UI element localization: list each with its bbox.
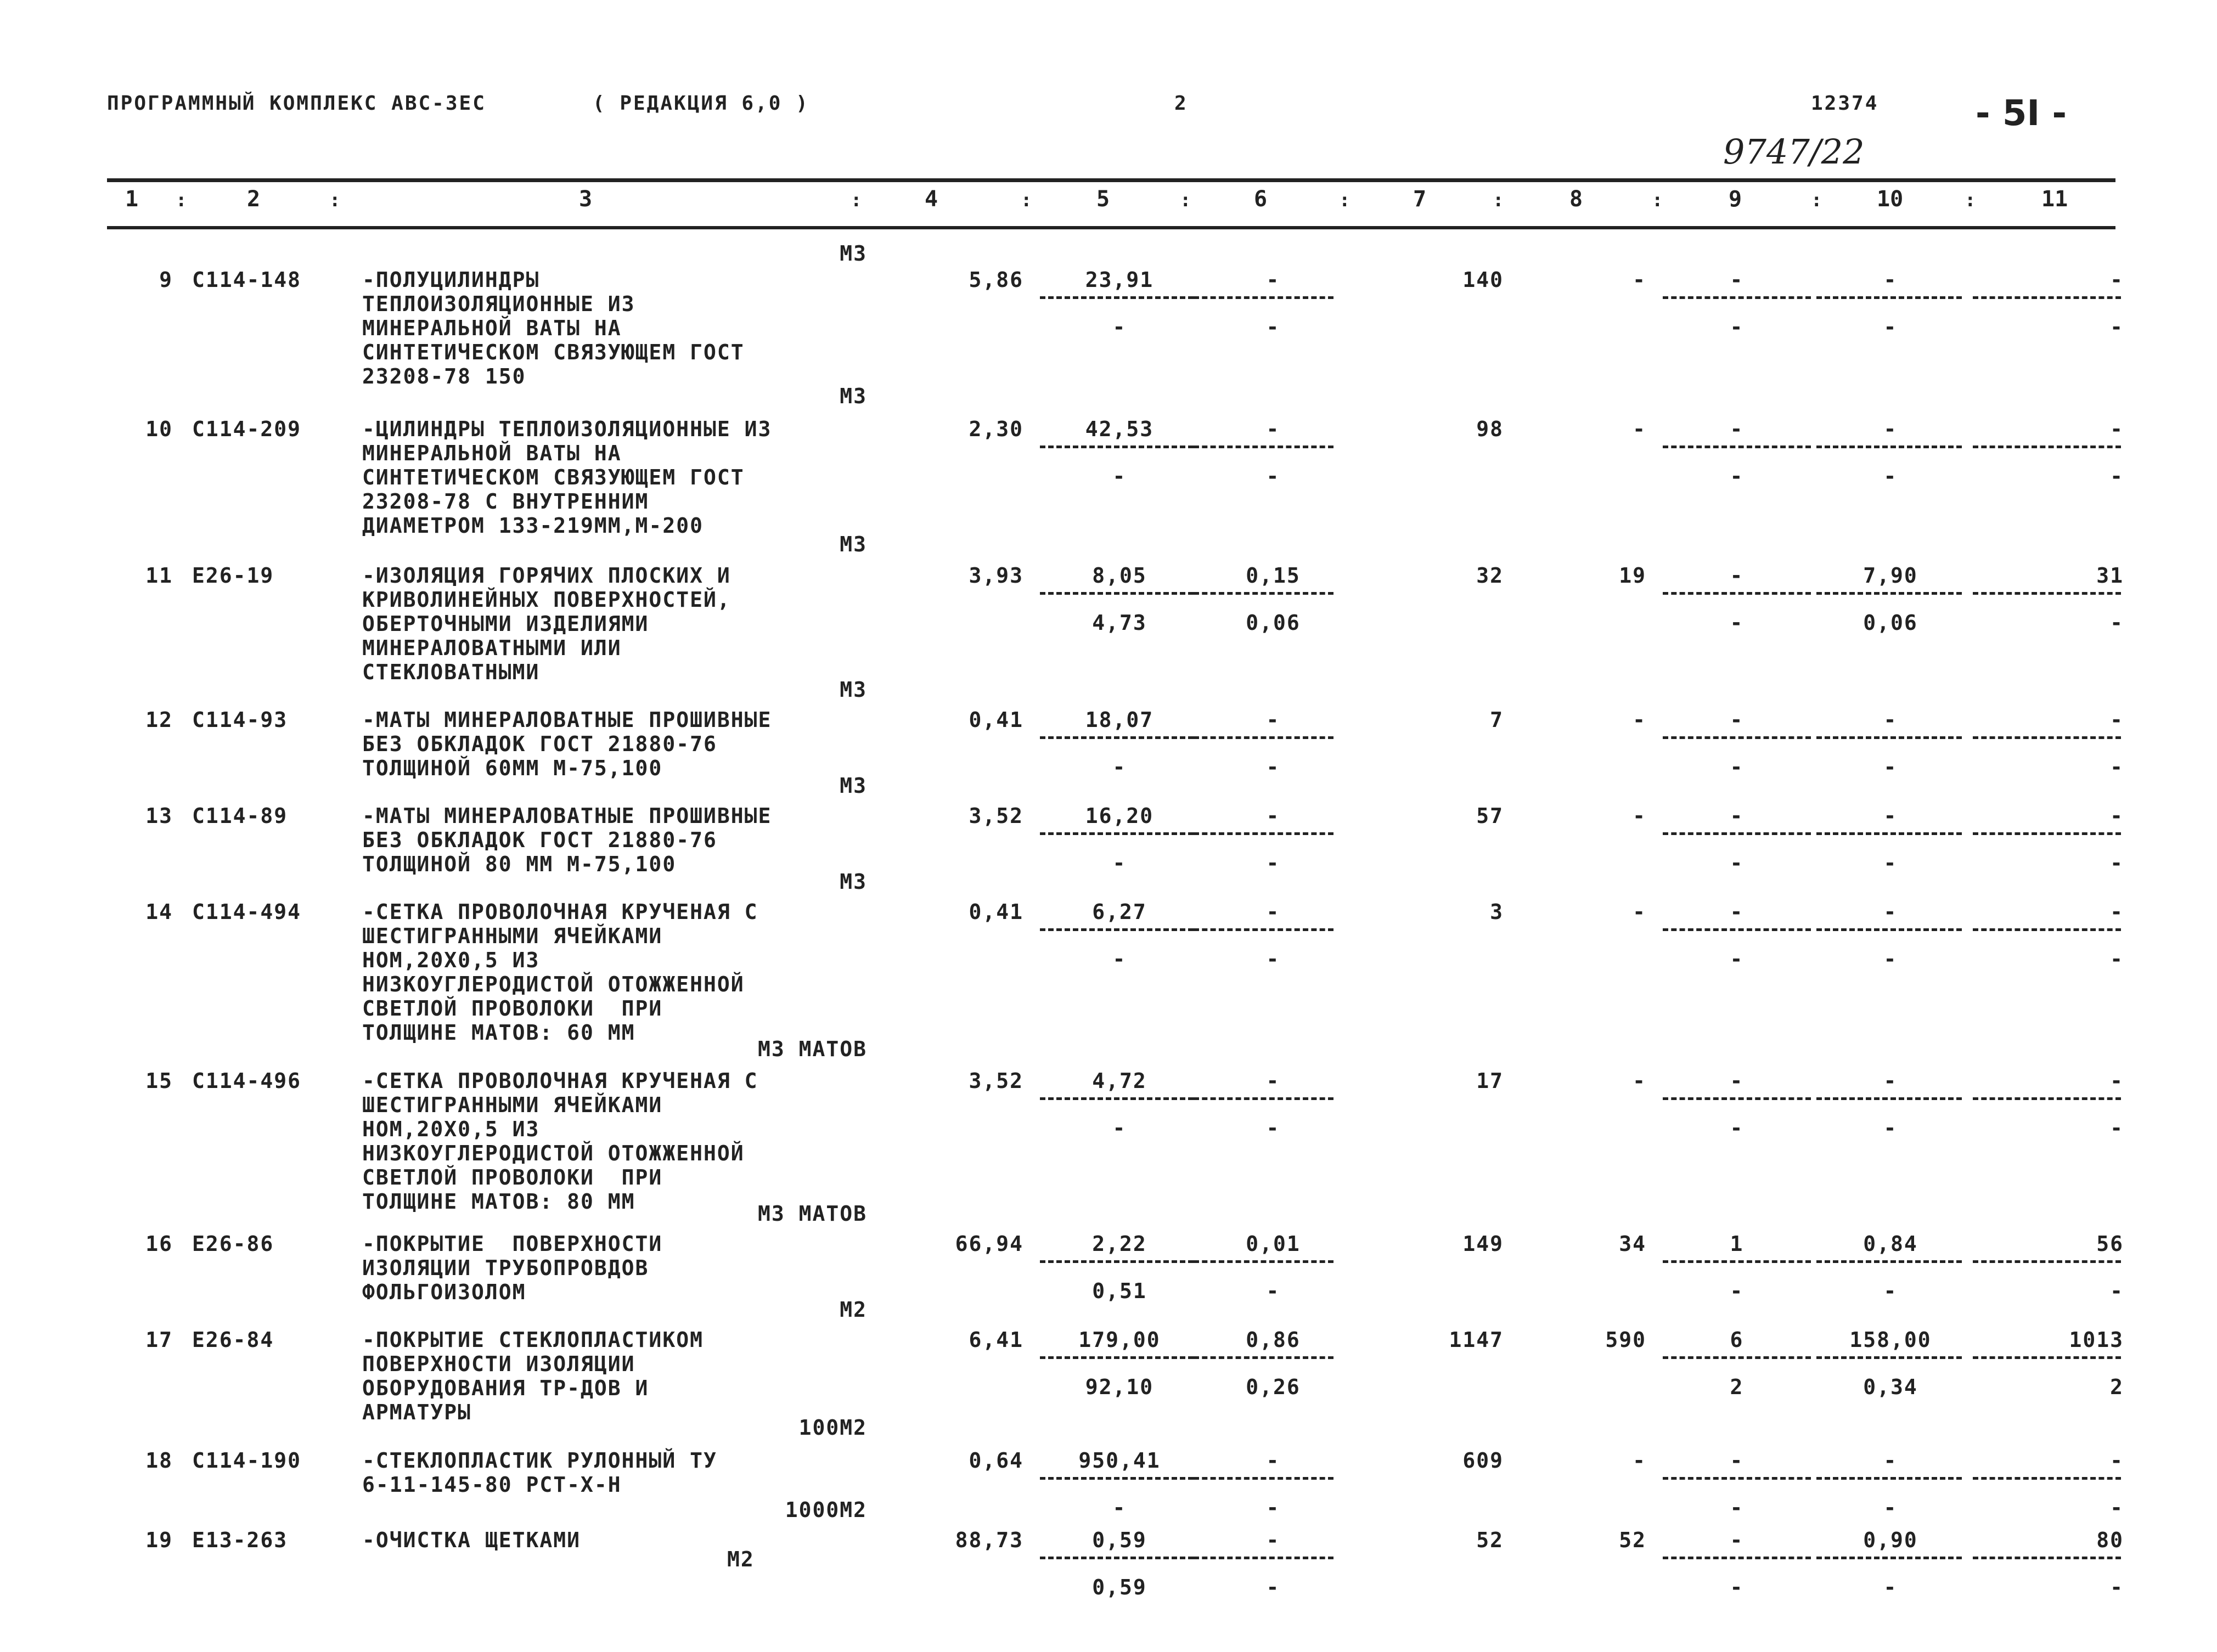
cell-col-6-lower: - (1266, 1116, 1280, 1140)
cell-col-6-lower: - (1266, 315, 1280, 339)
row-number: 18 (145, 1448, 173, 1473)
table-row (0, 1298, 2217, 1437)
row-number: 11 (145, 563, 173, 588)
fraction-line (1816, 296, 1962, 299)
cell-col-6: - (1266, 268, 1280, 292)
cell-col-10-lower: - (1883, 1496, 1898, 1520)
cell-col-6-lower: - (1266, 755, 1280, 779)
resource-description: -СТЕКЛОПЛАСТИК РУЛОННЫЙ ТУ 6-11-145-80 РСТ-Х-Н (362, 1448, 717, 1497)
col-header-7: 7 (1413, 187, 1427, 212)
cell-col-6: - (1266, 1448, 1280, 1473)
cell-col-10-lower: - (1883, 315, 1898, 339)
document-number: 12374 (1811, 92, 1879, 115)
cell-col-5: 2,22 (1092, 1232, 1147, 1256)
cell-col-4: 88,73 (955, 1528, 1023, 1552)
table-row (0, 1498, 2217, 1638)
cell-col-8: - (1633, 804, 1646, 828)
cell-col-5-lower: - (1112, 315, 1127, 339)
cell-col-11-lower: - (2110, 947, 2124, 971)
cell-col-4: 0,41 (969, 900, 1023, 924)
cell-col-11: - (2110, 1069, 2124, 1093)
col-separator: : (1021, 189, 1032, 211)
cell-col-8: 52 (1619, 1528, 1646, 1552)
cell-col-7: 7 (1490, 708, 1504, 732)
fraction-line (1040, 1557, 1194, 1559)
cell-col-6-lower: - (1266, 464, 1280, 488)
cell-col-9-lower: 2 (1730, 1375, 1744, 1399)
edition-label: ( РЕДАКЦИЯ 6,0 ) (593, 92, 809, 115)
fraction-line (1973, 1356, 2121, 1359)
cell-col-8: 34 (1619, 1232, 1646, 1256)
cell-col-8: - (1633, 1069, 1646, 1093)
cell-col-10: - (1883, 708, 1898, 732)
cell-col-5: 23,91 (1085, 268, 1154, 292)
cell-col-5-lower: 4,73 (1092, 611, 1147, 635)
cell-col-10-lower: - (1883, 755, 1898, 779)
fraction-line (1663, 296, 1811, 299)
table-row (0, 1037, 2217, 1214)
resource-code: С114-494 (192, 900, 302, 924)
cell-col-10: - (1883, 417, 1898, 441)
cell-col-9: - (1730, 417, 1744, 441)
fraction-line (1040, 296, 1194, 299)
handwritten-note: 9747/22 (1723, 132, 1865, 172)
resource-code: С114-148 (192, 268, 302, 292)
fraction-line (1973, 592, 2121, 595)
cell-col-11-lower: - (2110, 611, 2124, 635)
fraction-line (1663, 592, 1811, 595)
fraction-line (1040, 832, 1194, 835)
cell-col-10-lower: - (1883, 464, 1898, 488)
cell-col-7: 17 (1476, 1069, 1504, 1093)
cell-col-6-lower: - (1266, 1575, 1280, 1599)
cell-col-5: 42,53 (1085, 417, 1154, 441)
cell-col-5-lower: - (1112, 755, 1127, 779)
col-separator: : (329, 189, 341, 211)
cell-col-10-lower: - (1883, 1279, 1898, 1303)
fraction-line (1816, 446, 1962, 448)
fraction-line (1816, 1097, 1962, 1100)
cell-col-11: - (2110, 268, 2124, 292)
cell-col-4: 0,64 (969, 1448, 1023, 1473)
cell-col-11: - (2110, 804, 2124, 828)
cell-col-4: 3,52 (969, 804, 1023, 828)
unit-label: М3 (840, 678, 867, 702)
cell-col-6: 0,01 (1246, 1232, 1301, 1256)
cell-col-9: - (1730, 900, 1744, 924)
cell-col-8: - (1633, 268, 1646, 292)
fraction-line (1973, 928, 2121, 931)
cell-col-7: 32 (1476, 563, 1504, 588)
cell-col-10: 7,90 (1863, 563, 1918, 588)
cell-col-5: 18,07 (1085, 708, 1154, 732)
cell-col-8: - (1633, 708, 1646, 732)
cell-col-5: 0,59 (1092, 1528, 1147, 1552)
cell-col-6-lower: - (1266, 1496, 1280, 1520)
cell-col-6: - (1266, 804, 1280, 828)
cell-col-11: 1013 (2069, 1328, 2124, 1352)
fraction-line (1973, 1260, 2121, 1263)
fraction-line (1816, 1356, 1962, 1359)
table-row (0, 774, 2217, 914)
cell-col-9-lower: - (1730, 947, 1744, 971)
inner-page-number: 2 (1174, 92, 1188, 115)
resource-description: -МАТЫ МИНЕРАЛОВАТНЫЕ ПРОШИВНЫЕ БЕЗ ОБКЛАДОК ГОСТ 21880-76 ТОЛЩИНОЙ 80 ММ М-75,100 (362, 804, 772, 876)
cell-col-10-lower: - (1883, 1575, 1898, 1599)
cell-col-7: 140 (1462, 268, 1504, 292)
col-header-11: 11 (2041, 187, 2068, 212)
unit-label: М3 МАТОВ (757, 1037, 867, 1061)
fraction-line (1816, 1557, 1962, 1559)
table-row (0, 870, 2217, 1045)
cell-col-4: 6,41 (969, 1328, 1023, 1352)
fraction-line (1816, 1260, 1962, 1263)
cell-col-9-lower: - (1730, 315, 1744, 339)
cell-col-7: 609 (1462, 1448, 1504, 1473)
fraction-line (1040, 928, 1194, 931)
col-separator: : (1652, 189, 1663, 211)
fraction-line (1194, 1557, 1333, 1559)
cell-col-7: 57 (1476, 804, 1504, 828)
resource-description: -ПОКРЫТИЕ ПОВЕРХНОСТИ ИЗОЛЯЦИИ ТРУБОПРОВДОВ ФОЛЬГОИЗОЛОМ (362, 1232, 663, 1304)
col-header-8: 8 (1569, 187, 1583, 212)
cell-col-11: 56 (2096, 1232, 2124, 1256)
fraction-line (1663, 1260, 1811, 1263)
row-number: 19 (145, 1528, 173, 1552)
fraction-line (1973, 736, 2121, 739)
unit-label: 1000М2 (785, 1498, 867, 1522)
cell-col-11-lower: - (2110, 851, 2124, 875)
row-number: 12 (145, 708, 173, 732)
fraction-line (1194, 1477, 1333, 1480)
cell-col-10: - (1883, 268, 1898, 292)
cell-col-5: 4,72 (1092, 1069, 1147, 1093)
col-header-5: 5 (1096, 187, 1110, 212)
cell-col-9-lower: - (1730, 1496, 1744, 1520)
cell-col-8: 19 (1619, 563, 1646, 588)
cell-col-10-lower: 0,34 (1863, 1375, 1918, 1399)
col-header-6: 6 (1254, 187, 1268, 212)
table-row (0, 1202, 2217, 1341)
fraction-line (1663, 928, 1811, 931)
resource-description: -МАТЫ МИНЕРАЛОВАТНЫЕ ПРОШИВНЫЕ БЕЗ ОБКЛАДОК ГОСТ 21880-76 ТОЛЩИНОЙ 60ММ М-75,100 (362, 708, 772, 780)
cell-col-10: - (1883, 804, 1898, 828)
cell-col-5-lower: - (1112, 1116, 1127, 1140)
row-number: 15 (145, 1069, 173, 1093)
cell-col-5-lower: 0,59 (1092, 1575, 1147, 1599)
fraction-line (1663, 832, 1811, 835)
cell-col-10: 158,00 (1849, 1328, 1932, 1352)
col-header-10: 10 (1877, 187, 1904, 212)
fraction-line (1816, 1477, 1962, 1480)
fraction-line (1973, 296, 2121, 299)
fraction-line (1040, 1097, 1194, 1100)
cell-col-11: - (2110, 900, 2124, 924)
cell-col-9: - (1730, 804, 1744, 828)
cell-col-9: 6 (1730, 1328, 1744, 1352)
unit-label: М3 (840, 532, 867, 556)
cell-col-9: - (1730, 1448, 1744, 1473)
fraction-line (1973, 1097, 2121, 1100)
fraction-line (1663, 1097, 1811, 1100)
cell-col-11-lower: - (2110, 1496, 2124, 1520)
cell-col-9: - (1730, 268, 1744, 292)
resource-description: -СЕТКА ПРОВОЛОЧНАЯ КРУЧЕНАЯ С ШЕСТИГРАННЫМИ ЯЧЕЙКАМИ НОМ,20Х0,5 ИЗ НИЗКОУГЛЕРОДИСТОЙ ОТОЖЖЕННОЙ СВЕТЛОЙ ПРОВОЛОКИ ПРИ ТОЛЩИНЕ МАТОВ: 80 ММ (362, 1069, 758, 1214)
col-separator: : (176, 189, 187, 211)
unit-label: М3 МАТОВ (757, 1202, 867, 1226)
unit-label: М3 (840, 870, 867, 894)
cell-col-9-lower: - (1730, 464, 1744, 488)
unit-label: М2 (840, 1298, 867, 1322)
fraction-line (1194, 446, 1333, 448)
cell-col-6-lower: 0,26 (1246, 1375, 1301, 1399)
cell-col-4: 66,94 (955, 1232, 1023, 1256)
fraction-line (1973, 1557, 2121, 1559)
cell-col-10-lower: 0,06 (1863, 611, 1918, 635)
cell-col-5-lower: - (1112, 1496, 1127, 1520)
cell-col-5: 179,00 (1078, 1328, 1161, 1352)
cell-col-11-lower: - (2110, 1575, 2124, 1599)
fraction-line (1194, 592, 1333, 595)
cell-col-9-lower: - (1730, 611, 1744, 635)
cell-col-11: - (2110, 417, 2124, 441)
fraction-line (1816, 592, 1962, 595)
cell-col-7: 3 (1490, 900, 1504, 924)
program-title: ПРОГРАММНЫЙ КОМПЛЕКС АВС-ЗЕС (107, 92, 486, 115)
row-number: 9 (159, 268, 173, 292)
fraction-line (1194, 1356, 1333, 1359)
cell-col-11-lower: - (2110, 315, 2124, 339)
fraction-line (1816, 928, 1962, 931)
table-row (0, 384, 2217, 538)
cell-col-11-lower: 2 (2110, 1375, 2124, 1399)
cell-col-4: 3,52 (969, 1069, 1023, 1093)
fraction-line (1663, 736, 1811, 739)
fraction-line (1663, 1477, 1811, 1480)
fraction-line (1194, 1260, 1333, 1263)
cell-col-9-lower: - (1730, 1279, 1744, 1303)
fraction-line (1040, 592, 1194, 595)
cell-col-10-lower: - (1883, 851, 1898, 875)
fraction-line (1194, 736, 1333, 739)
resource-code: С114-93 (192, 708, 288, 732)
col-separator: : (1339, 189, 1351, 211)
cell-col-5-lower: - (1112, 851, 1127, 875)
cell-col-11-lower: - (2110, 464, 2124, 488)
fraction-line (1663, 446, 1811, 448)
cell-col-10: - (1883, 1069, 1898, 1093)
fraction-line (1973, 832, 2121, 835)
cell-col-10: 0,90 (1863, 1528, 1918, 1552)
cell-col-10-lower: - (1883, 947, 1898, 971)
resource-code: С114-496 (192, 1069, 302, 1093)
cell-col-5-lower: 92,10 (1085, 1375, 1154, 1399)
resource-description: -ИЗОЛЯЦИЯ ГОРЯЧИХ ПЛОСКИХ И КРИВОЛИНЕЙНЫХ ПОВЕРХНОСТЕЙ, ОБЕРТОЧНЫМИ ИЗДЕЛИЯМИ МИНЕРАЛОВАТНЫМИ ИЛИ СТЕКЛОВАТНЫМИ (362, 563, 731, 684)
cell-col-4: 0,41 (969, 708, 1023, 732)
fraction-line (1040, 1477, 1194, 1480)
unit-label: М3 (840, 241, 867, 266)
cell-col-10-lower: - (1883, 1116, 1898, 1140)
cell-col-7: 98 (1476, 417, 1504, 441)
fraction-line (1663, 1557, 1811, 1559)
resource-description: -СЕТКА ПРОВОЛОЧНАЯ КРУЧЕНАЯ С ШЕСТИГРАННЫМИ ЯЧЕЙКАМИ НОМ,20Х0,5 ИЗ НИЗКОУГЛЕРОДИСТОЙ ОТОЖЖЕННОЙ СВЕТЛОЙ ПРОВОЛОКИ ПРИ ТОЛЩИНЕ МАТОВ: 60 ММ (362, 900, 758, 1045)
cell-col-5: 6,27 (1092, 900, 1147, 924)
resource-code: Е26-84 (192, 1328, 274, 1352)
cell-col-7: 1147 (1449, 1328, 1504, 1352)
fraction-line (1816, 736, 1962, 739)
cell-col-11: - (2110, 1448, 2124, 1473)
cell-col-7: 52 (1476, 1528, 1504, 1552)
page-number: - 5I - (1976, 93, 2067, 134)
fraction-line (1816, 832, 1962, 835)
row-number: 17 (145, 1328, 173, 1352)
row-number: 14 (145, 900, 173, 924)
cell-col-11: - (2110, 708, 2124, 732)
cell-col-4: 2,30 (969, 417, 1023, 441)
unit-label: М3 (840, 774, 867, 798)
table-row (0, 241, 2217, 388)
table-row (0, 678, 2217, 817)
cell-col-6: - (1266, 1528, 1280, 1552)
cell-col-9: - (1730, 1528, 1744, 1552)
row-number: 10 (145, 417, 173, 441)
fraction-line (1040, 1356, 1194, 1359)
unit-label: М3 (840, 384, 867, 408)
cell-col-8: - (1633, 417, 1646, 441)
col-header-9: 9 (1729, 187, 1742, 212)
cell-col-9-lower: - (1730, 1116, 1744, 1140)
col-separator: : (1180, 189, 1191, 211)
cell-col-11-lower: - (2110, 1279, 2124, 1303)
fraction-line (1663, 1356, 1811, 1359)
col-separator: : (851, 189, 862, 211)
table-row (0, 532, 2217, 684)
cell-col-9: - (1730, 708, 1744, 732)
fraction-line (1194, 1097, 1333, 1100)
cell-col-4: 3,93 (969, 563, 1023, 588)
cell-col-9: - (1730, 1069, 1744, 1093)
cell-col-9-lower: - (1730, 1575, 1744, 1599)
cell-col-8: - (1633, 900, 1646, 924)
cell-col-9-lower: - (1730, 851, 1744, 875)
cell-col-6: - (1266, 1069, 1280, 1093)
resource-description: -ПОЛУЦИЛИНДРЫ ТЕПЛОИЗОЛЯЦИОННЫЕ ИЗ МИНЕРАЛЬНОЙ ВАТЫ НА СИНТЕТИЧЕСКОМ СВЯЗУЮЩЕМ ГОСТ 23208-78 150 (362, 268, 745, 388)
cell-col-6: 0,15 (1246, 563, 1301, 588)
cell-col-5-lower: 0,51 (1092, 1279, 1147, 1303)
resource-code: С114-190 (192, 1448, 302, 1473)
cell-col-4: 5,86 (969, 268, 1023, 292)
resource-code: Е13-263 (192, 1528, 288, 1552)
cell-col-10: - (1883, 900, 1898, 924)
col-separator: : (1811, 189, 1822, 211)
fraction-line (1194, 928, 1333, 931)
cell-col-6-lower: - (1266, 947, 1280, 971)
cell-col-10: 0,84 (1863, 1232, 1918, 1256)
col-header-2: 2 (247, 187, 261, 212)
cell-col-11-lower: - (2110, 1116, 2124, 1140)
fraction-line (1973, 446, 2121, 448)
fraction-line (1040, 736, 1194, 739)
cell-col-8: - (1633, 1448, 1646, 1473)
fraction-line (1040, 446, 1194, 448)
col-header-3: 3 (579, 187, 593, 212)
cell-col-5-lower: - (1112, 464, 1127, 488)
resource-code: Е26-86 (192, 1232, 274, 1256)
cell-col-10: - (1883, 1448, 1898, 1473)
col-header-1: 1 (125, 187, 139, 212)
cell-col-6-lower: - (1266, 851, 1280, 875)
cell-col-5: 950,41 (1078, 1448, 1161, 1473)
cell-col-11: 31 (2096, 563, 2124, 588)
cell-col-6: - (1266, 417, 1280, 441)
cell-col-9: - (1730, 563, 1744, 588)
cell-col-5: 8,05 (1092, 563, 1147, 588)
resource-description: -ОЧИСТКА ЩЕТКАМИ (362, 1528, 581, 1552)
cell-col-8: 590 (1605, 1328, 1646, 1352)
resource-description: -ПОКРЫТИЕ СТЕКЛОПЛАСТИКОМ ПОВЕРХНОСТИ ИЗОЛЯЦИИ ОБОРУДОВАНИЯ ТР-ДОВ И АРМАТУРЫ (362, 1328, 704, 1424)
resource-code: С114-209 (192, 417, 302, 441)
resource-code: С114-89 (192, 804, 288, 828)
unit-label: 100М2 (798, 1416, 867, 1440)
fraction-line (1040, 1260, 1194, 1263)
resource-description: -ЦИЛИНДРЫ ТЕПЛОИЗОЛЯЦИОННЫЕ ИЗ МИНЕРАЛЬНОЙ ВАТЫ НА СИНТЕТИЧЕСКОМ СВЯЗУЮЩЕМ ГОСТ 23208-78 С ВНУТРЕННИМ ДИАМЕТРОМ 133-219ММ,М-200 (362, 417, 772, 538)
cell-col-11-lower: - (2110, 755, 2124, 779)
row-number: 13 (145, 804, 173, 828)
trailing-unit-label: М2 (727, 1547, 755, 1571)
cell-col-9-lower: - (1730, 755, 1744, 779)
cell-col-9: 1 (1730, 1232, 1744, 1256)
cell-col-6-lower: - (1266, 1279, 1280, 1303)
cell-col-7: 149 (1462, 1232, 1504, 1256)
cell-col-6: 0,86 (1246, 1328, 1301, 1352)
cell-col-11: 80 (2096, 1528, 2124, 1552)
cell-col-5: 16,20 (1085, 804, 1154, 828)
cell-col-5-lower: - (1112, 947, 1127, 971)
col-separator: : (1965, 189, 1976, 211)
col-header-4: 4 (925, 187, 938, 212)
cell-col-6-lower: 0,06 (1246, 611, 1301, 635)
fraction-line (1194, 296, 1333, 299)
resource-code: Е26-19 (192, 563, 274, 588)
col-separator: : (1493, 189, 1504, 211)
cell-col-6: - (1266, 900, 1280, 924)
fraction-line (1973, 1477, 2121, 1480)
cell-col-6: - (1266, 708, 1280, 732)
row-number: 16 (145, 1232, 173, 1256)
fraction-line (1194, 832, 1333, 835)
